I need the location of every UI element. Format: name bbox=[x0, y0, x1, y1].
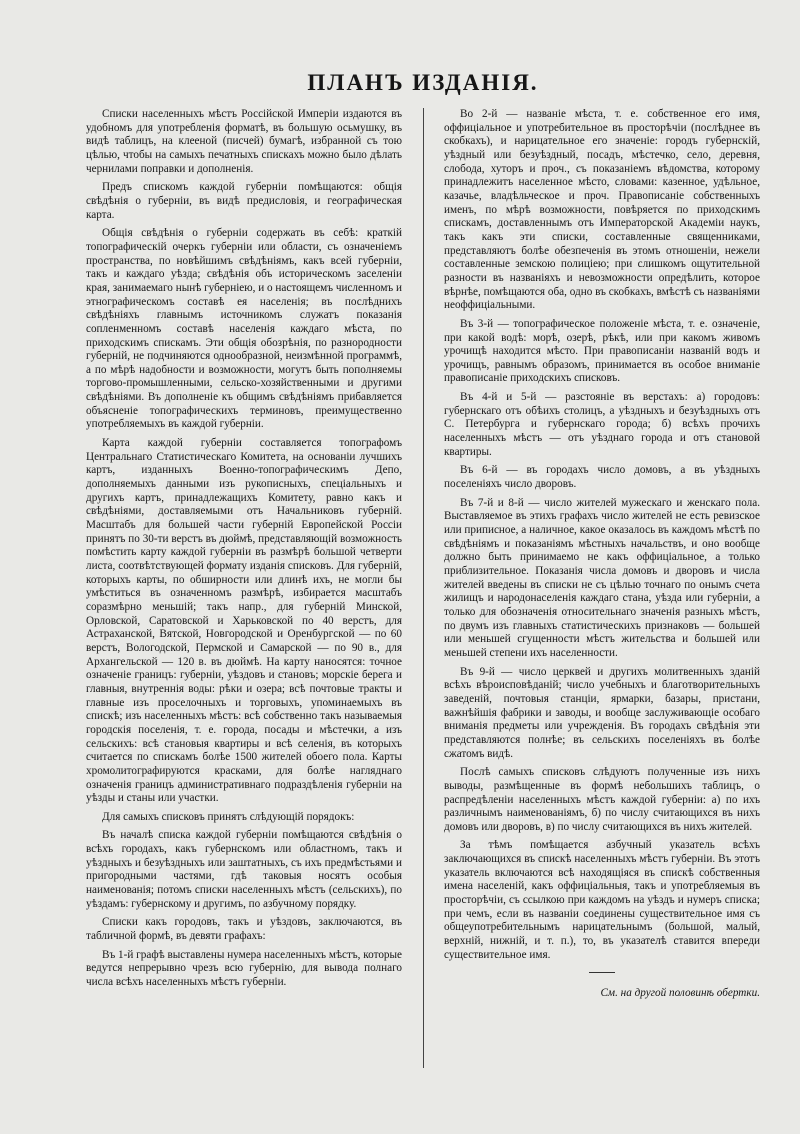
paragraph: Въ 3-й — топографическое положеніе мѣста, т. е. означеніе, при какой водѣ: морѣ, озерѣ, рѣкѣ, или при какомъ живомъ урочищѣ находится мѣсто. При правописаніи названій водъ и урочищъ, равнымъ образомъ, принимается въ особое вниманіе правописаніе приходскихъ списковъ. bbox=[444, 317, 760, 385]
paragraph: Во 2-й — названіе мѣста, т. е. собственное его имя, оффиціальное и употребительное въ просторѣчіи (послѣднее въ скобкахъ), и нарицательное его значеніе: городъ губернскій, уѣздный или безуѣздный, посадъ, мѣстечко, село, деревня, слобода, хуторъ и проч., съ показаніемъ вѣдомства, которому принадлежитъ населенное мѣсто, словами: казенное, удѣльное, казачье, владѣльческое и проч. Правописаніе собственныхъ именъ, по мѣрѣ возможности, повѣряется по приходскимъ спискамъ, доставленнымъ отъ Императорской Академіи наукъ, такъ какъ эти списки, составленные священниками, представляютъ болѣе обезпеченія въ этомъ отношеніи, нежели составленные земскою полиціею; при слишкомъ ощутительной разности въ названіяхъ и невозможности опредѣлить, которое вѣрнѣе, помѣщаются оба, одно въ скобкахъ, вмѣстѣ съ названіями неоффиціальными. bbox=[444, 108, 760, 312]
paragraph: Въ началѣ списка каждой губерніи помѣщаются свѣдѣнія о всѣхъ городахъ, какъ губернскомъ или областномъ, такъ и уѣздныхъ и безуѣздныхъ или заштатныхъ, съ ихъ предмѣстьями и пригородными частями, гдѣ таковыя носятъ особыя наименованія; потомъ списки населенныхъ мѣстъ (сельскихъ), по уѣздамъ: губернскому и другимъ, по азбучному порядку. bbox=[86, 829, 402, 910]
footer-rule bbox=[589, 972, 615, 973]
paragraph: Карта каждой губерніи составляется топографомъ Центральнаго Статистическаго Комитета, на основаніи лучшихъ картъ, изданныхъ Военно-топографическимъ Депо, дополняемыхъ данными изъ рукописныхъ, спеціальныхъ и другихъ картъ, принадлежащихъ Комитету, равно какъ и свѣдѣніями, доставляемыми отъ Начальниковъ губерній. Масштабъ для большей части губерній Европейской Россіи принятъ по 30-ти верстъ въ дюймѣ, представляющій возможность помѣстить карту каждой губерніи въ размѣрѣ большой четверти листа, соотвѣтствующей формату изданія списковъ. Для губерній, которыхъ карты, по обширности или длинѣ ихъ, не могли бы умѣститься въ означенномъ размѣрѣ, избирается масштабъ соразмѣрно меньшій; такъ напр., для губерній Минской, Орловской, Саратовской и Харьковской по 40 верстъ, для Астраханской, Вятской, Новгородской и Оренбургской — по 60 верстъ, Вологодской, Пермской и Самарской — по 90 в., для Архангельской — 120 в. въ дюймѣ. На карту наносятся: точное означеніе границъ: губерніи, уѣздовъ и становъ; морскіе берега и главныя, внутреннія воды: рѣки и озера; всѣ почтовые тракты и главные изъ проселочныхъ и торговыхъ, упоминаемыхъ въ спискѣ; изъ населенныхъ мѣстъ: всѣ собственно такъ называемыя городскія поселенія, т. е. города, посады и мѣстечки, а изъ сельскихъ: всѣ становыя квартиры и всѣ селенія, въ которыхъ считается по спискамъ болѣе 1500 жителей обоего пола. Карты хромолитографируются красками, для болѣе нагляднаго означенія границъ административнаго подраздѣленія губерніи на уѣзды и станы или участки. bbox=[86, 437, 402, 805]
paragraph: За тѣмъ помѣщается азбучный указатель всѣхъ заключающихся въ спискѣ населенныхъ мѣстъ губерніи. Въ этотъ указатель включаются всѣ находящіяся въ спискѣ собственныя имена населеній, какъ оффиціальныя, такъ и употребляемыя въ просторѣчіи, съ ссылкою при каждомъ на уѣздъ и нумеръ списка; при чемъ, если въ названіи соединены существительное имя съ общеупотребительнымъ нарицательнымъ (большой, малый, верхній, нижній, и т. п.), то, въ указателѣ ставится впереди существительное имя. bbox=[444, 839, 760, 961]
paragraph: Списки населенныхъ мѣстъ Россійской Имперіи издаются въ удобномъ для употребленія форматѣ, въ большую осьмушку, въ видѣ таблицъ, на клееной (писчей) бумагѣ, избранной съ тою цѣлью, чтобы на самыхъ печатныхъ спискахъ можно было дѣлать чернилами поправки и дополненія. bbox=[86, 108, 402, 175]
paragraph: Списки какъ городовъ, такъ и уѣздовъ, заключаются, въ табличной формѣ, въ девяти графахъ: bbox=[86, 916, 402, 943]
paragraph: Для самыхъ списковъ принятъ слѣдующій порядокъ: bbox=[102, 810, 355, 823]
paragraph: Общія свѣдѣнія о губерніи содержать въ себѣ: краткій топографическій очеркъ губерніи или области, съ означеніемъ пространства, по новѣйшимъ свѣдѣніямъ, какъ всей губерніи, такъ и каждаго уѣзда; свѣдѣнія объ историческомъ заселеніи края, занимаемаго нынѣ губерніею, и о настоящемъ численномъ и этнографическомъ составѣ ея населенія; въ послѣднихъ свѣдѣніяхъ главнымъ источникомъ служатъ показанія сопленменномъ составѣ населенія каждаго мѣста, по приходскимъ спискамъ. Эти общія обозрѣнія, по разнородности губерній, не подчиняются однообразной, неизмѣнной программѣ, а по мѣрѣ надобности и возможности, могутъ быть пополняемы торгово-промышленными, сельско-хозяйственными и другими свѣдѣніями. Въ дополненіе къ общимъ свѣдѣніямъ прибавляется объясненіе топографическихъ терминовъ, преимущественно употребляемыхъ въ каждой губерніи. bbox=[86, 227, 402, 431]
paragraph: Предъ спискомъ каждой губерніи помѣщаются: общія свѣдѣнія о губерніи, въ видѣ предисловія, и географическая карта. bbox=[86, 181, 402, 221]
paragraph: Въ 4-й и 5-й — разстояніе въ верстахъ: а) городовъ: губернскаго отъ обѣихъ столицъ, а уѣздныхъ и безуѣздныхъ отъ С. Петербурга и губернскаго города; б) всѣхъ прочихъ населенныхъ мѣстъ — отъ уѣзднаго города и отъ становой квартиры. bbox=[444, 391, 760, 458]
left-column bbox=[86, 108, 402, 1068]
footer-note: См. на другой половинѣ обертки. bbox=[600, 987, 760, 1000]
right-column bbox=[444, 108, 760, 1068]
text-columns bbox=[86, 108, 760, 1068]
column-divider bbox=[423, 108, 424, 1068]
paragraph: Въ 7-й и 8-й — число жителей мужескаго и женскаго пола. Выставляемое въ этихъ графахъ число жителей не есть ревизское или приписное, а наличное, какое оказалось въ каждомъ мѣстѣ по свѣдѣніямъ и показаніямъ мѣстныхъ начальствъ, и оно вообще должно быть принимаемо не какъ оффиціальное, а только приблизительное. Показанія числа домовъ и дворовъ и числа жителей введены въ списки не съ цѣлью точнаго по онымъ счета жилищъ и народонаселенія каждаго стана, уѣзда или губерніи, а только для обозначенія относительнаго значенія разныхъ мѣстъ, по двумъ изъ главныхъ статистическихъ признаковъ — большей или меньшей сгущенности мѣстъ жительства и большей или меньшей степени ихъ населенности. bbox=[444, 496, 760, 659]
paragraph: Въ 6-й — въ городахъ число домовъ, а въ уѣздныхъ поселеніяхъ число дворовъ. bbox=[444, 464, 760, 491]
paragraph: Въ 9-й — число церквей и другихъ молитвенныхъ зданій всѣхъ вѣроисповѣданій; число учебныхъ и благотворительныхъ заведеній, почтовыя станціи, ярмарки, базары, пристани, важнѣйшія фабрики и заводы, и вообще заслуживающіе особаго вниманія предметы или учрежденія. Въ городахъ свѣдѣнія эти представляются полнѣе; въ сельскихъ поселеніяхъ въ болѣе сжатомъ видѣ. bbox=[444, 665, 760, 760]
paragraph: Послѣ самыхъ списковъ слѣдуютъ полученные изъ нихъ выводы, размѣщенные въ формѣ небольшихъ таблицъ, о распредѣленіи населенныхъ мѣстъ каждой губерніи: а) по ихъ различнымъ наименованіямъ, б) по числу считающихся въ нихъ домовъ или дворовъ, в) по числу считающихся въ нихъ жителей. bbox=[444, 766, 760, 833]
page-title: ПЛАНЪ ИЗДАНІЯ. bbox=[307, 70, 539, 95]
paragraph: Въ 1-й графѣ выставлены нумера населенныхъ мѣстъ, которые ведутся непрерывно чрезъ всю губернію, для вывода полнаго числа всѣхъ населенныхъ мѣстъ губерніи. bbox=[86, 948, 402, 989]
